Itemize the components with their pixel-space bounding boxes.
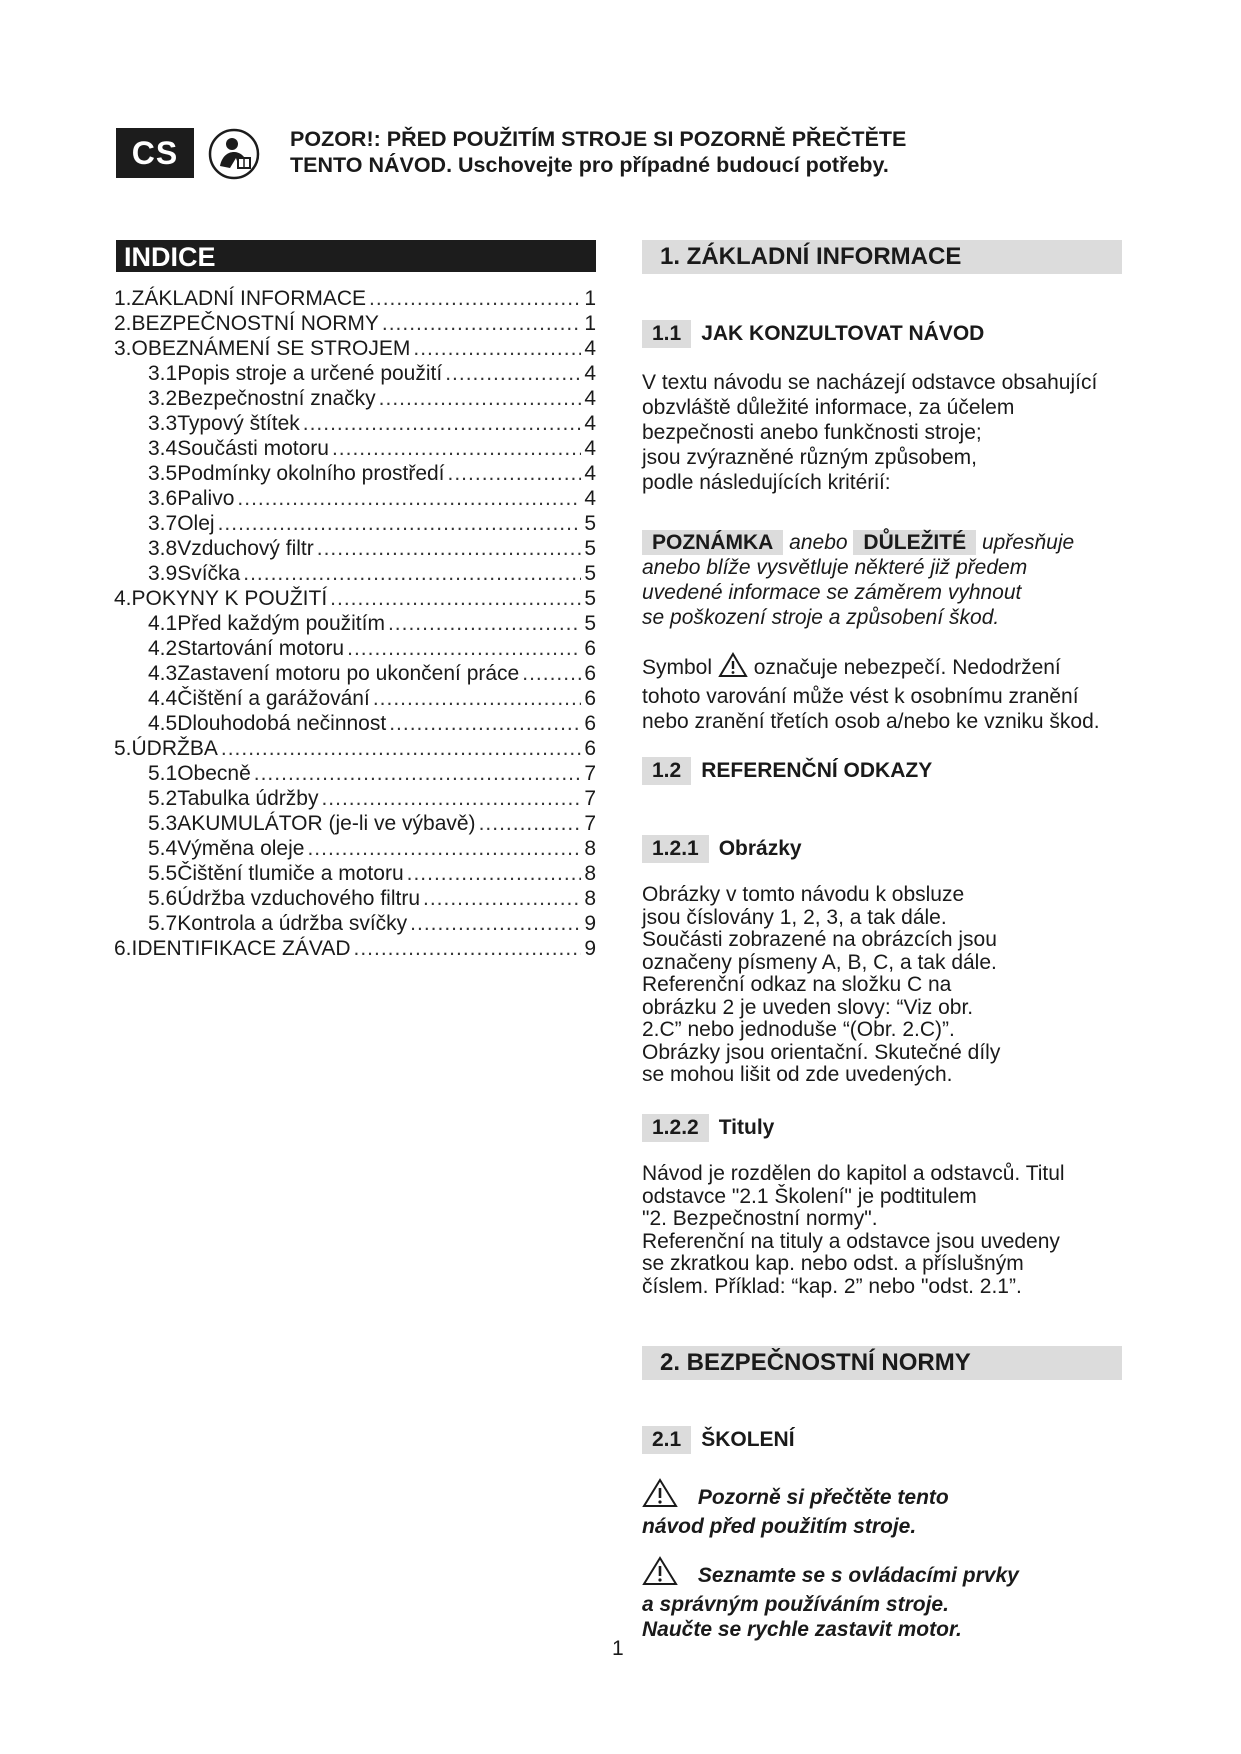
toc-number: 3.7 (148, 512, 178, 535)
paragraph-line: Referenční na tituly a odstavce jsou uvedeny (642, 1229, 1060, 1253)
toc-page: 8 (584, 862, 596, 885)
toc-number: 4.5 (148, 712, 178, 735)
symbol-paragraph (642, 652, 1132, 734)
toc-title: Dlouhodobá nečinnost (177, 712, 387, 735)
toc-page: 4 (584, 387, 596, 410)
toc-page: 7 (584, 812, 596, 835)
note-or: anebo (789, 531, 848, 554)
toc-entry (114, 311, 596, 336)
toc-number: 4.3 (148, 662, 178, 685)
toc-entry (114, 686, 596, 711)
toc-entry (114, 511, 596, 536)
symbol-word: Symbol (642, 656, 713, 679)
toc-title: Svíčka (177, 562, 241, 585)
toc-number: 3.9 (148, 562, 178, 585)
paragraph-line: jsou zvýrazněné různým způsobem, (642, 446, 977, 469)
paragraph-line: číslem. Příklad: “kap. 2” nebo "odst. 2.1”. (642, 1274, 1022, 1298)
paragraph-line: V textu návodu se nacházejí odstavce obsahující (642, 371, 1098, 394)
subsection-number: 1.2.1 (642, 835, 709, 863)
toc-entry (114, 536, 596, 561)
toc-entry (114, 661, 596, 686)
note-tail: upřesňuje (981, 531, 1075, 554)
paragraph-line: označeny písmeny A, B, C, a tak dále. (642, 950, 997, 974)
toc-title: Olej (177, 512, 215, 535)
important-label: DŮLEŽITÉ (853, 530, 976, 555)
toc-number: 1. (114, 287, 132, 310)
toc-page: 6 (584, 687, 596, 710)
toc-title: Typový štítek (177, 412, 300, 435)
toc-leader-dots (388, 611, 581, 636)
toc-title: Čištění tlumiče a motoru (177, 862, 404, 885)
toc-leader-dots (379, 386, 581, 411)
toc-leader-dots (373, 686, 581, 711)
toc-page: 5 (584, 562, 596, 585)
toc-leader-dots (303, 411, 581, 436)
paragraph-line: Referenční odkaz na složku C na (642, 973, 952, 996)
toc-title: POKYNY K POUŽITÍ (131, 587, 328, 610)
paragraph-line: nebo zranění třetích osob a/nebo ke vzniku škod. (642, 710, 1100, 733)
subsection-number: 1.1 (642, 320, 691, 348)
toc-number: 5.4 (148, 837, 178, 860)
toc-leader-dots (369, 286, 581, 311)
toc-number: 3.4 (148, 437, 178, 460)
toc-entry (114, 461, 596, 486)
toc-entry (114, 486, 596, 511)
toc-title: Podmínky okolního prostředí (177, 462, 445, 485)
toc-number: 3.5 (148, 462, 178, 485)
toc-entry (114, 361, 596, 386)
toc-entry (114, 836, 596, 861)
toc-page: 5 (584, 612, 596, 635)
subsection-title: ŠKOLENÍ (701, 1428, 795, 1451)
toc-entry (114, 636, 596, 661)
note-label: POZNÁMKA (642, 530, 783, 555)
toc-title: IDENTIFIKACE ZÁVAD (131, 937, 351, 960)
toc-number: 5.5 (148, 862, 178, 885)
paragraph-line: se poškození stroje a způsobení škod. (642, 606, 1000, 629)
toc-title: Čištění a garážování (177, 687, 370, 710)
page-number: 1 (612, 1637, 624, 1660)
toc-leader-dots (332, 436, 581, 461)
toc-leader-dots (479, 811, 581, 836)
toc-title: Údržba vzduchového filtru (177, 887, 420, 910)
toc-leader-dots (218, 511, 581, 536)
toc-title: Kontrola a údržba svíčky (177, 912, 408, 935)
toc-number: 5.7 (148, 912, 178, 935)
toc-number: 4.2 (148, 637, 178, 660)
toc-title: BEZPEČNOSTNÍ NORMY (131, 312, 379, 335)
toc-entry (114, 586, 596, 611)
toc-leader-dots (221, 736, 581, 761)
subsection-number: 1.2.2 (642, 1114, 709, 1142)
toc-title: Startování motoru (177, 637, 345, 660)
figures-paragraph (642, 884, 1132, 1087)
toc-page: 1 (584, 312, 596, 335)
toc-page: 4 (584, 487, 596, 510)
toc-page: 5 (584, 512, 596, 535)
toc-number: 6. (114, 937, 132, 960)
warning-triangle-icon (718, 652, 748, 684)
toc-entry (114, 811, 596, 836)
toc-entry (114, 561, 596, 586)
subsection-number: 2.1 (642, 1426, 691, 1454)
paragraph-line: "2. Bezpečnostní normy". (642, 1207, 878, 1230)
toc-number: 5.2 (148, 787, 178, 810)
toc-leader-dots (330, 586, 581, 611)
toc-title: Popis stroje a určené použití (177, 362, 443, 385)
toc-leader-dots (237, 486, 581, 511)
language-badge: CS (116, 128, 194, 178)
toc-page: 4 (584, 462, 596, 485)
toc-title: AKUMULÁTOR (je-li ve výbavě) (177, 812, 476, 835)
warning-line: Naučte se rychle zastavit motor. (642, 1618, 962, 1641)
subsection-title: JAK KONZULTOVAT NÁVOD (701, 322, 985, 345)
toc-number: 4.1 (148, 612, 178, 635)
header-warning-line2: TENTO NÁVOD. Uschovejte pro případné budoucí potřeby. (290, 153, 889, 177)
toc-entry (114, 286, 596, 311)
subsection-1-1-heading (642, 320, 984, 348)
warning-line: návod před použitím stroje. (642, 1515, 917, 1538)
section-1-title: 1. ZÁKLADNÍ INFORMACE (642, 240, 1122, 274)
toc-page: 8 (584, 887, 596, 910)
toc-number: 5.6 (148, 887, 178, 910)
subsection-1-2-heading (642, 757, 932, 785)
paragraph-line: Součásti zobrazené na obrázcích jsou (642, 928, 997, 951)
toc-page: 9 (584, 937, 596, 960)
toc-title: Před každým použitím (177, 612, 385, 635)
training-warning-2 (642, 1556, 1132, 1642)
toc-title: OBEZNÁMENÍ SE STROJEM (131, 337, 411, 360)
subsection-1-2-2-heading (642, 1114, 774, 1142)
paragraph-line: 2.C” nebo jednoduše “(Obr. 2.C)”. (642, 1018, 955, 1041)
warning-line: Pozorně si přečtěte tento (697, 1486, 949, 1509)
warning-triangle-icon (642, 1556, 678, 1592)
toc-page: 5 (584, 587, 596, 610)
toc-page: 4 (584, 412, 596, 435)
toc-leader-dots (382, 311, 581, 336)
toc-title: Bezpečnostní značky (177, 387, 376, 410)
paragraph-line: odstavce "2.1 Školení" je podtitulem (642, 1184, 977, 1208)
toc-entry (114, 336, 596, 361)
toc-page: 7 (584, 762, 596, 785)
toc-entry (114, 436, 596, 461)
paragraph-line: anebo blíže vysvětluje některé již předem (642, 556, 1028, 579)
paragraph-line: Návod je rozdělen do kapitol a odstavců. Titul (642, 1162, 1065, 1185)
toc-leader-dots (423, 886, 581, 911)
section-2-title: 2. BEZPEČNOSTNÍ NORMY (642, 1346, 1122, 1380)
symbol-tail: označuje nebezpečí. Nedodržení (753, 656, 1061, 679)
toc-number: 3.2 (148, 387, 178, 410)
toc-leader-dots (413, 336, 581, 361)
paragraph-line: tohoto varování může vést k osobnímu zranění (642, 685, 1079, 708)
toc-title: Vzduchový filtr (177, 537, 314, 560)
toc-leader-dots (448, 461, 581, 486)
paragraph-line: se mohou lišit od zde uvedených. (642, 1063, 953, 1086)
read-manual-icon (208, 128, 260, 180)
toc-page: 6 (584, 737, 596, 760)
note-paragraph (642, 530, 1132, 630)
toc-entry (114, 911, 596, 936)
toc-number: 5.1 (148, 762, 178, 785)
toc-leader-dots (321, 786, 581, 811)
warning-line: Seznamte se s ovládacími prvky (697, 1564, 1019, 1587)
toc-title: Obecně (177, 762, 251, 785)
toc-title: Součásti motoru (177, 437, 329, 460)
toc-entry (114, 936, 596, 961)
toc-page: 6 (584, 712, 596, 735)
header-warning-line1: POZOR!: PŘED POUŽITÍM STROJE SI POZORNĚ PŘEČTĚTE (290, 127, 907, 151)
toc-leader-dots (307, 836, 581, 861)
toc-title: Zastavení motoru po ukončení práce (177, 662, 520, 685)
toc-page: 6 (584, 662, 596, 685)
toc-number: 3.8 (148, 537, 178, 560)
training-warning-1 (642, 1478, 1132, 1539)
subsection-number: 1.2 (642, 757, 691, 785)
toc-leader-dots (243, 561, 581, 586)
toc-entry (114, 611, 596, 636)
toc-entry (114, 761, 596, 786)
toc-entry (114, 786, 596, 811)
toc-number: 5.3 (148, 812, 178, 835)
toc-number: 3. (114, 337, 132, 360)
toc-leader-dots (389, 711, 581, 736)
paragraph-line: se zkratkou kap. nebo odst. a příslušným (642, 1252, 1024, 1275)
toc-number: 2. (114, 312, 132, 335)
toc-entry (114, 861, 596, 886)
paragraph-line: bezpečnosti anebo funkčnosti stroje; (642, 421, 982, 444)
toc-number: 4.4 (148, 687, 178, 710)
intro-paragraph (642, 370, 1132, 495)
warning-triangle-icon (642, 1478, 678, 1514)
toc-leader-dots (522, 661, 581, 686)
toc-page: 7 (584, 787, 596, 810)
toc-page: 8 (584, 837, 596, 860)
subsection-title: Obrázky (718, 837, 802, 860)
toc-title: Palivo (177, 487, 235, 510)
paragraph-line: jsou číslovány 1, 2, 3, a tak dále. (642, 905, 947, 929)
subsection-title: REFERENČNÍ ODKAZY (701, 759, 933, 782)
toc-entry (114, 736, 596, 761)
toc-leader-dots (407, 861, 581, 886)
table-of-contents (114, 286, 596, 961)
toc-number: 4. (114, 587, 132, 610)
toc-title: ÚDRŽBA (131, 737, 218, 760)
toc-leader-dots (254, 761, 581, 786)
toc-leader-dots (317, 536, 581, 561)
toc-page: 1 (584, 287, 596, 310)
toc-entry (114, 386, 596, 411)
index-title: INDICE (116, 240, 596, 272)
toc-number: 5. (114, 737, 132, 760)
toc-number: 3.6 (148, 487, 178, 510)
toc-page: 6 (584, 637, 596, 660)
titles-paragraph (642, 1163, 1132, 1298)
toc-page: 4 (584, 362, 596, 385)
toc-leader-dots (410, 911, 581, 936)
toc-title: ZÁKLADNÍ INFORMACE (131, 287, 367, 310)
toc-title: Tabulka údržby (177, 787, 319, 810)
toc-leader-dots (347, 636, 581, 661)
toc-page: 9 (584, 912, 596, 935)
toc-page: 4 (584, 437, 596, 460)
header-warning (290, 126, 1010, 178)
paragraph-line: podle následujících kritérií: (642, 471, 891, 494)
subsection-title: Tituly (718, 1116, 775, 1139)
toc-leader-dots (354, 936, 582, 961)
paragraph-line: obrázku 2 je uveden slovy: “Viz obr. (642, 995, 974, 1019)
toc-page: 5 (584, 537, 596, 560)
toc-entry (114, 886, 596, 911)
paragraph-line: Obrázky jsou orientační. Skutečné díly (642, 1040, 1001, 1064)
paragraph-line: uvedené informace se záměrem vyhnout (642, 581, 1022, 604)
toc-title: Výměna oleje (177, 837, 305, 860)
toc-page: 4 (584, 337, 596, 360)
paragraph-line: obzvláště důležité informace, za účelem (642, 396, 1015, 419)
toc-number: 3.3 (148, 412, 178, 435)
paragraph-line: Obrázky v tomto návodu k obsluze (642, 883, 965, 906)
subsection-2-1-heading (642, 1426, 795, 1454)
toc-entry (114, 711, 596, 736)
subsection-1-2-1-heading (642, 835, 802, 863)
toc-entry (114, 411, 596, 436)
warning-line: a správným používáním stroje. (642, 1593, 949, 1616)
toc-number: 3.1 (148, 362, 178, 385)
toc-leader-dots (445, 361, 581, 386)
